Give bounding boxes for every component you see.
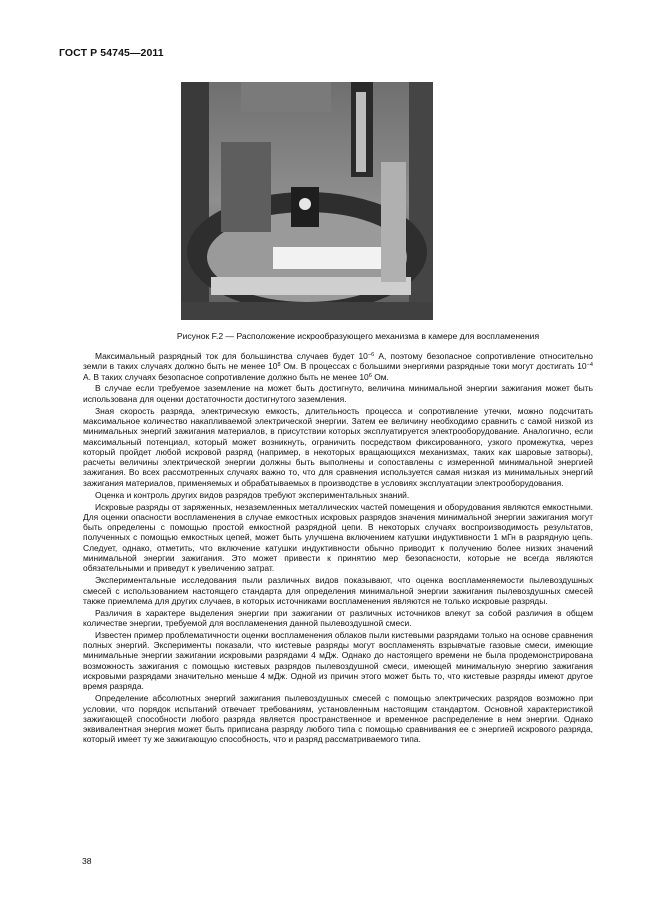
page-number: 38 — [82, 856, 92, 866]
paragraph: Известен пример проблематичности оценки воспламенения облаков пыли кистевыми разрядами только на основе сравнения полных энергий. Эксперименты показали, что кистевые разряды могут воспламенять взрывчатые газовые смеси, имеющие минимальные энергии зажигании искровыми разрядами 4 мДж. Однако до настоящего времени не была продемонстрирована возможность зажигания с помощью кистевых разрядов пылевоздушной смеси, имеющей минимальную энергию зажигания искровыми разрядами значительно меньше 4 мДж. Одной из причин этого может быть то, что кистевые разряды имеют другое время разряда. — [83, 629, 593, 692]
paragraph: Оценка и контроль других видов разрядов требуют экспериментальных знаний. — [95, 489, 410, 500]
standard-code-header: ГОСТ Р 54745—2011 — [59, 47, 164, 59]
paragraph: Зная скорость разряда, электрическую емкость, длительность процесса и сопротивление утечки, можно подсчитать максимальное количество накапливаемой электрической энергии. Затем ее величину необходимо сравнить с самой низкой из минимальных энергий зажигания материалов, в присутствии которых эксплуатируется электрооборудование. Аналогично, если максимальный потенциал, который может возникнуть, ограничить посредством фиксированного, узкого промежутка, через который пройдет любой искровой разряд (например, в некоторых вращающихся механизмах, таких как шаровые затворы), расчеты величины электрической энергии должны быть выполнены и сопоставлены с измеренной минимальной энергией зажигания. Во всех рассмотренных случаях важно то, что для сравнения используется самая низкая из минимальных энергий зажигания материалов, применяемых и обрабатываемых в производстве в условиях эксплуатации электрооборудования. — [83, 405, 593, 488]
paragraph: В случае если требуемое заземление на может быть достигнуто, величина минимальной энергии зажигания может быть использована для оценки достаточности достигнутого заземления. — [83, 383, 593, 404]
paragraph: Экспериментальные исследования пыли различных видов показывают, что оценка воспламеняемости пылевоздушных смесей с использованием настоящего стандарта для определения минимальной энергии зажигания пылевоздушных смесей также приемлема для других случаев, в которых источниками воспламенения являются не только искровые разряды. — [83, 575, 593, 606]
body-text — [83, 351, 593, 746]
figure-photo — [181, 82, 433, 320]
paragraph: Искровые разряды от заряженных, незаземленных металлических частей помещения и оборудования являются емкостными. Для оценки опасности воспламенения в случае емкостных искровых разрядов значения минимальной энергии зажигания могут быть определены с помощью простой емкостной разрядной цепи. В некоторых случаях воспроизводимость результатов, полученных с помощью емкостных цепей, может быть улучшена включением катушки индуктивности 1 мГн в разрядную цепь. Следует, однако, отметить, что включение катушки индуктивности обычно приводит к получению более низких значений минимальной энергии зажигания. Это может привести к принятию мер безопасности, которые не всегда являются обязательными и приведут к увеличению затрат. — [83, 501, 593, 574]
photo-spark-mechanism-icon — [181, 82, 433, 320]
paragraph: Определение абсолютных энергий зажигания пылевоздушных смесей с помощью электрических разрядов возможно при условии, что порядок испытаний отвечает требованиям, установленным настоящим стандартом. Основной характеристикой зажигающей способности любого разряда является пространственное и временное распределение в нем энергии. Однако эквивалентная энергия может быть приписана разряду любого типа с помощью сравнивания ее с энергией искрового разряда, который имеет ту же зажигающую способность, что и разряд рассматриваемого типа. — [83, 693, 593, 745]
figure-caption: Рисунок F.2 — Расположение искрообразующего механизма в камере для воспламенения — [176, 331, 540, 341]
paragraph: Максимальный разрядный ток для большинства случаев будет $10^{-6}$ А, поэтому безопасное сопротивление относительно земли в таких случаях должно быть не менее $10^8$ Ом. В процессах с большими энергиями разрядные токи могут достигать $10^{-4}$ А. В таких случаях безопасное сопротивление должно быть не менее $10^6$ Ом. — [83, 351, 593, 382]
paragraph: Различия в характере выделения энергии при зажигании от различных источников влекут за собой различия в общем количестве энергии, требуемой для воспламенения данной пылевоздушной смеси. — [83, 607, 593, 628]
